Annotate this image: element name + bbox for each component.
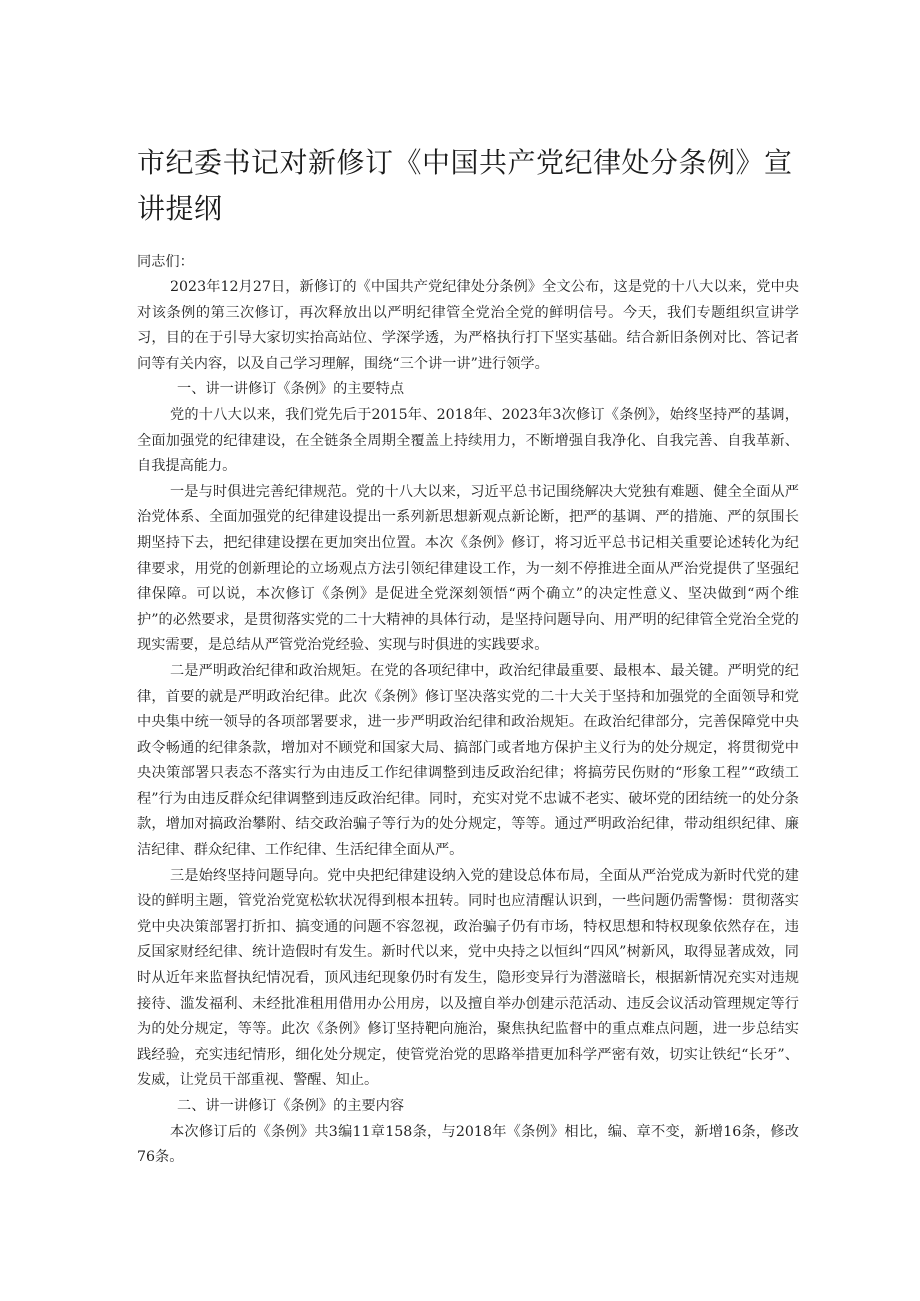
section-1-heading: 一、讲一讲修订《条例》的主要特点	[177, 381, 405, 398]
section-2-intro-paragraph: 本次修订后的《条例》共3编11章158条，与2018年《条例》相比，编、章不变，新增16条，修改76条。	[137, 1123, 799, 1166]
document-title: 市纪委书记对新修订《中国共产党纪律处分条例》宣讲提纲	[137, 146, 793, 225]
point-1-paragraph: 一是与时俱进完善纪律规范。党的十八大以来，习近平总书记围绕解决大党独有难题、健全全面从严治党体系、全面加强党的纪律建设提出一系列新思想新观点新论断，把严的基调、严的措施、严的氛围长期坚持下去，把纪律建设摆在更加突出位置。本次《条例》修订，将习近平总书记相关重要论述转化为纪律要求，用党的创新理论的立场观点方法引领纪律建设工作，为一刻不停推进全面从严治党提供了坚强纪律保障。可以说，本次修订《条例》是促进全党深刻领悟“两个确立”的决定性意义、坚决做到“两个维护”的必然要求，是贯彻落实党的二十大精神的具体行动，是坚持问题导向、用严明的纪律管全党治全党的现实需要，是总结从严管党治党经验、实现与时俱进的实践要求。	[137, 483, 799, 654]
intro-paragraph: 2023年12月27日，新修订的《中国共产党纪律处分条例》全文公布，这是党的十八大以来，党中央对该条例的第三次修订，再次释放出以严明纪律管全党治全党的鲜明信号。今天，我们专题组织宣讲学习，目的在于引导大家切实抬高站位、学深学透，为严格执行打下坚实基础。结合新旧条例对比、答记者问等有关内容，以及自己学习理解，围绕“三个讲一讲”进行领学。	[137, 279, 799, 372]
point-2-paragraph: 二是严明政治纪律和政治规矩。在党的各项纪律中，政治纪律最重要、最根本、最关键。严明党的纪律，首要的就是严明政治纪律。此次《条例》修订坚决落实党的二十大关于坚持和加强党的全面领导和党中央集中统一领导的各项部署要求，进一步严明政治纪律和政治规矩。在政治纪律部分，完善保障党中央政令畅通的纪律条款，增加对不顾党和国家大局、搞部门或者地方保护主义行为的处分规定，将贯彻党中央决策部署只表态不落实行为由违反工作纪律调整到违反政治纪律；将搞劳民伤财的“形象工程”“政绩工程”行为由违反群众纪律调整到违反政治纪律。同时，充实对党不忠诚不老实、破坏党的团结统一的处分条款，增加对搞政治攀附、结交政治骗子等行为的处分规定，等等。通过严明政治纪律，带动组织纪律、廉洁纪律、群众纪律、工作纪律、生活纪律全面从严。	[137, 662, 799, 859]
section-2-heading: 二、讲一讲修订《条例》的主要内容	[177, 1098, 405, 1114]
section-1-intro-paragraph: 党的十八大以来，我们党先后于2015年、2018年、2023年3次修订《条例》，始终坚持严的基调，全面加强党的纪律建设，在全链条全周期全覆盖上持续用力，不断增强自我净化、自我完善、自我革新、自我提高能力。	[137, 406, 799, 475]
point-3-paragraph: 三是始终坚持问题导向。党中央把纪律建设纳入党的建设总体布局，全面从严治党成为新时代党的建设的鲜明主题，管党治党宽松软状况得到根本扭转。同时也应清醒认识到，一些问题仍需警惕：贯彻落实党中央决策部署打折扣、搞变通的问题不容忽视，政治骗子仍有市场，特权思想和特权现象依然存在，违反国家财经纪律、统计造假时有发生。新时代以来，党中央持之以恒纠“四风”树新风，取得显著成效，同时从近年来监督执纪情况看，顶风违纪现象仍时有发生，隐形变异行为潜滋暗长，根据新情况充实对违规接待、滥发福利、未经批准租用借用办公用房，以及擅自举办创建示范活动、违反会议活动管理规定等行为的处分规定，等等。此次《条例》修订坚持靶向施治，聚焦执纪监督中的重点难点问题，进一步总结实践经验，充实违纪情形，细化处分规定，使管党治党的思路举措更加科学严密有效，切实让铁纪“长牙”、发威，让党员干部重视、警醒、知止。	[137, 867, 799, 1089]
salutation: 同志们：	[137, 254, 194, 270]
document-page	[137, 140, 799, 1171]
